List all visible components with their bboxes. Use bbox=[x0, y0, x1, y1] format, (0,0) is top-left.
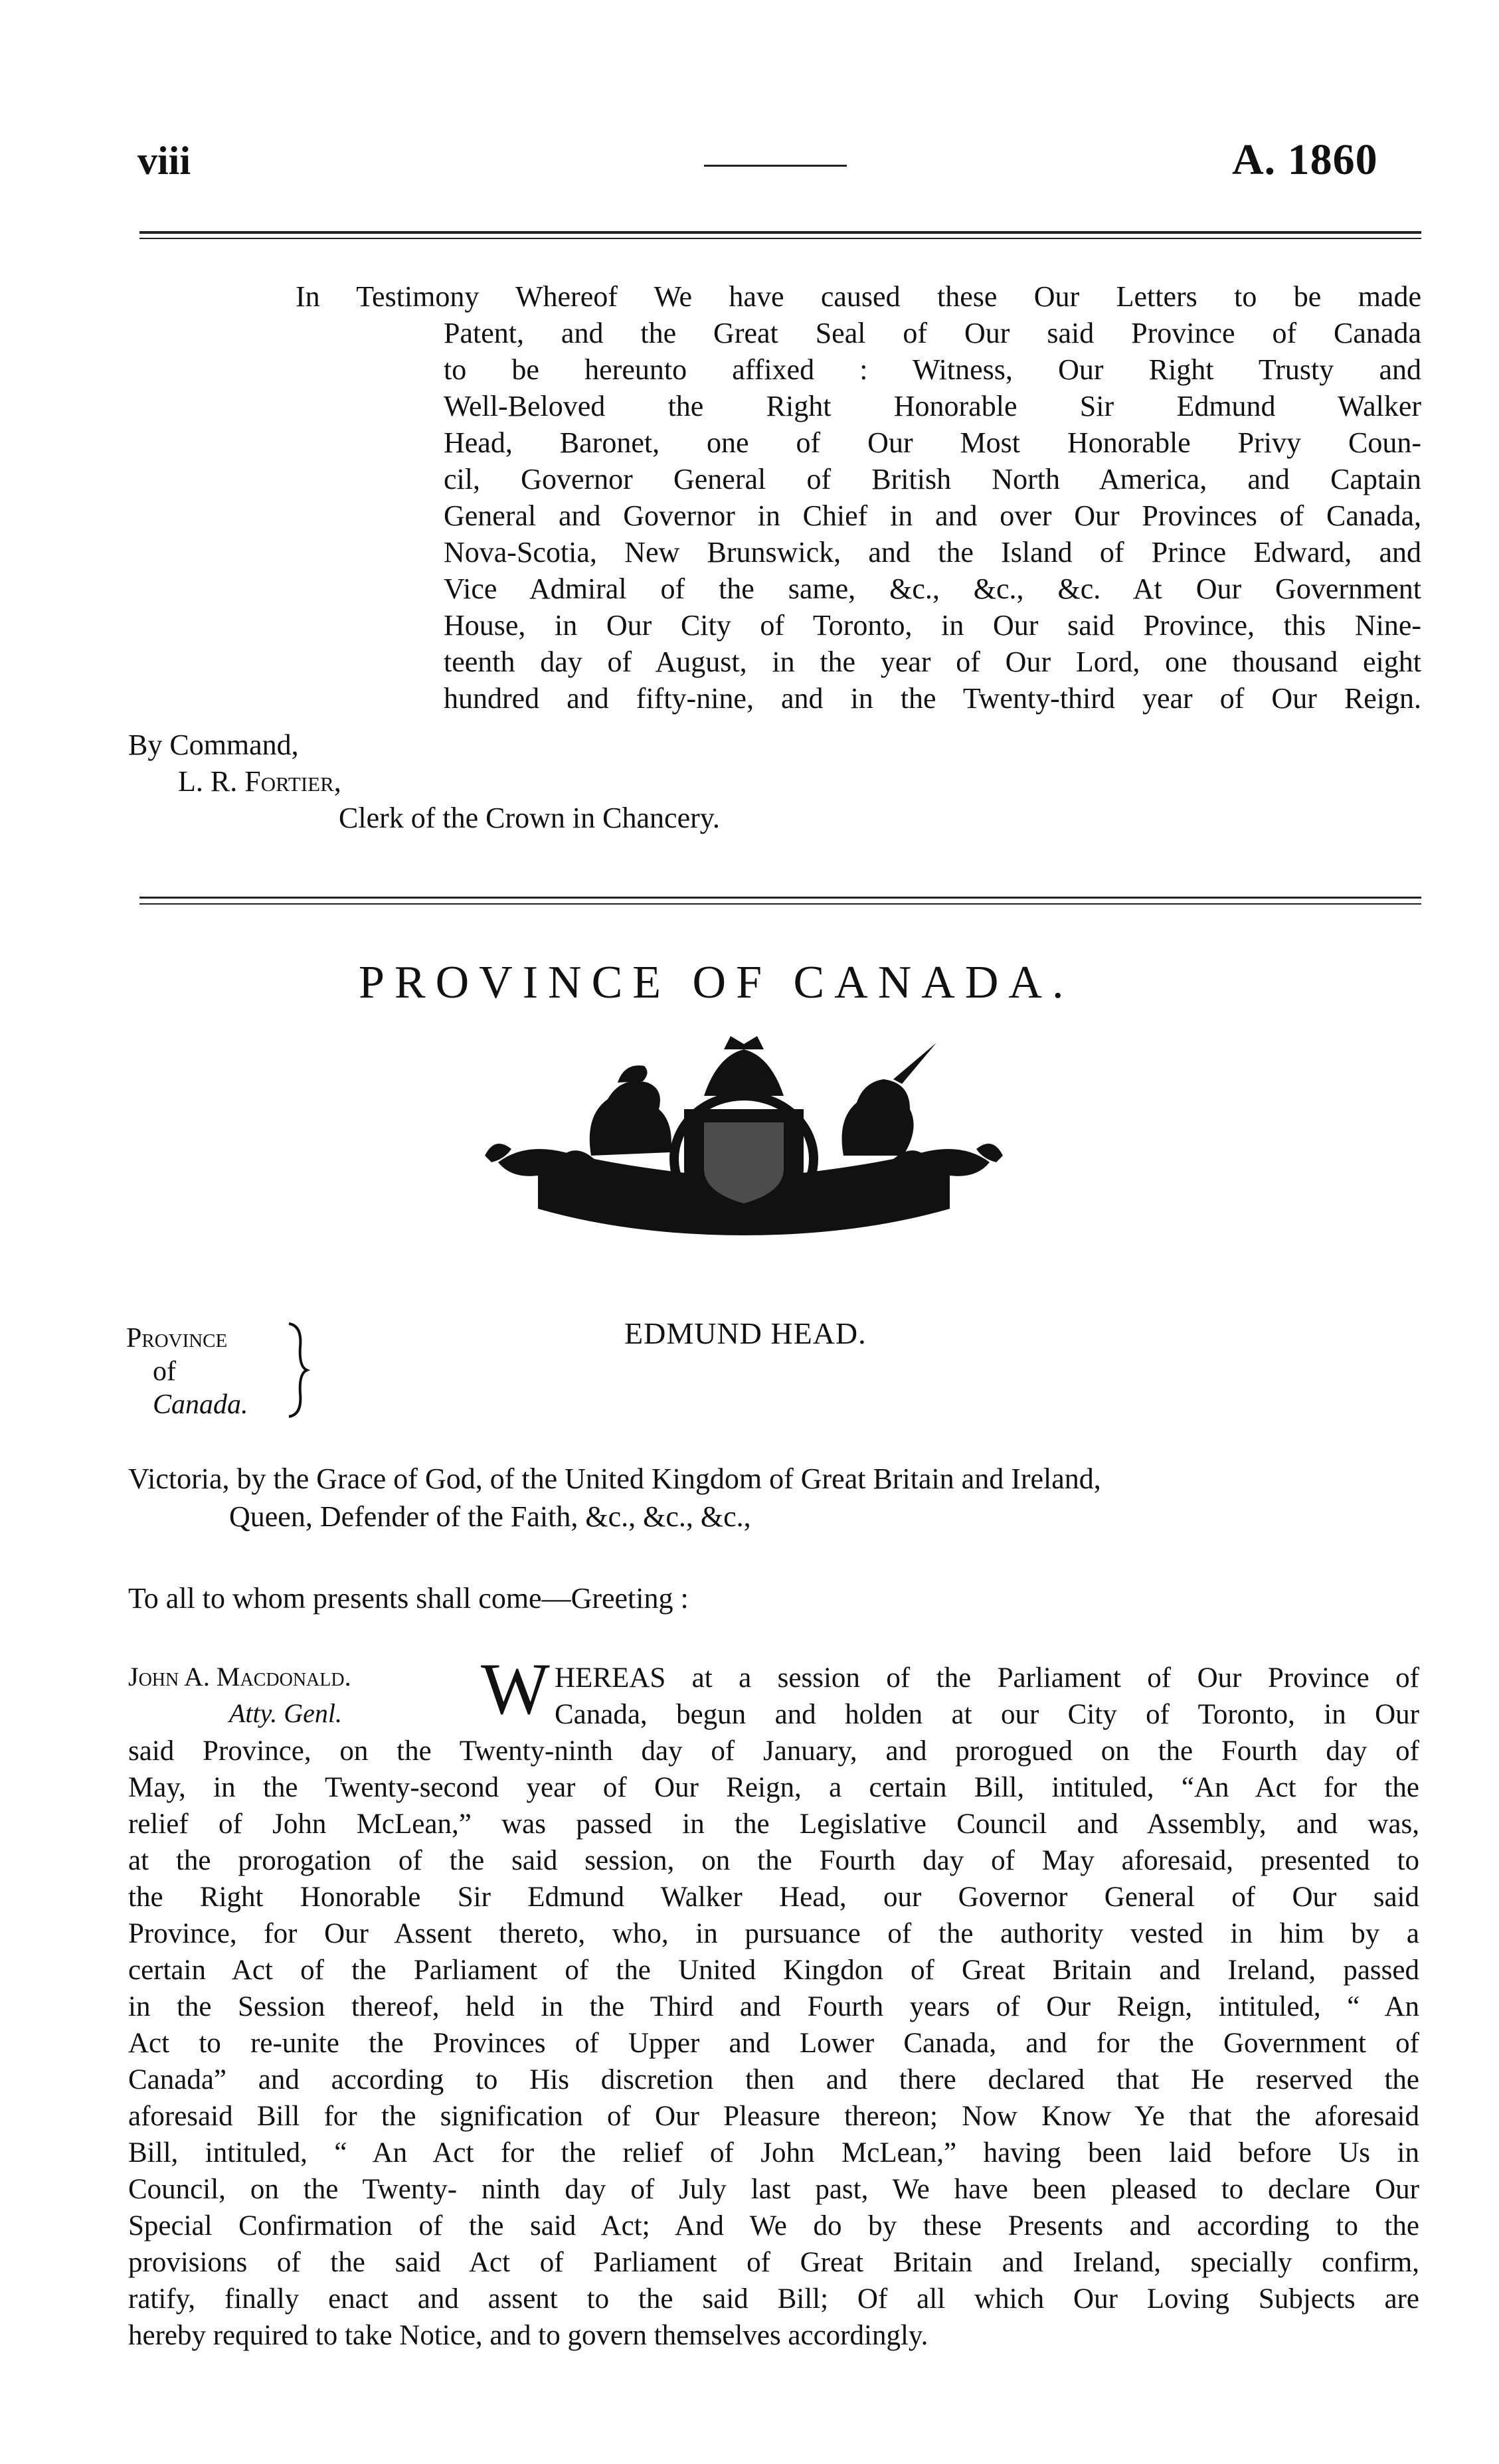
proclamation-line-2 bbox=[229, 1502, 751, 1532]
greeting: To all to whom presents shall come—Greeting : bbox=[128, 1582, 689, 1615]
testimony-line: to be hereunto affixed : Witness, Our Right Trusty and bbox=[444, 353, 1421, 386]
body-line: Bill, intituled, “ An Act for the relief of John McLean,” having been laid before Us in bbox=[128, 2137, 1419, 2168]
testimony-line: Well-Beloved the Right Honorable Sir Edmund Walker bbox=[444, 390, 1421, 422]
testimony-line: Head, Baronet, one of Our Most Honorable Privy Coun- bbox=[444, 426, 1421, 459]
royal-coat-of-arms-icon bbox=[485, 1036, 1003, 1288]
body-line: aforesaid Bill for the signification of Our Pleasure thereon; Now Know Ye that the aforesaid bbox=[128, 2101, 1419, 2132]
signatory-title: Clerk of the Crown in Chancery. bbox=[339, 802, 720, 834]
body-line: Canada” and according to His discretion then and there declared that He reserved the bbox=[128, 2064, 1419, 2095]
body-line: Province, for Our Assent thereto, who, in pursuance of the authority vested in him by a bbox=[128, 1918, 1419, 1949]
testimony-line: Nova-Scotia, New Brunswick, and the Island of Prince Edward, and bbox=[444, 536, 1421, 569]
mid-rule-thick bbox=[139, 897, 1421, 899]
body-line: provisions of the said Act of Parliament of Great Britain and Ireland, specially confirm, bbox=[128, 2247, 1419, 2278]
brace-icon bbox=[286, 1320, 312, 1423]
body-line: May, in the Twenty-second year of Our Reign, a certain Bill, intituled, “An Act for the bbox=[128, 1772, 1419, 1803]
body-line: the Right Honorable Sir Edmund Walker Head, our Governor General of Our said bbox=[128, 1882, 1419, 1913]
body-line: at the prorogation of the said session, on the Fourth day of May aforesaid, presented to bbox=[128, 1845, 1419, 1876]
body-line: Council, on the Twenty- ninth day of July last past, We have been pleased to declare Our bbox=[128, 2174, 1419, 2205]
body-line: Canada, begun and holden at our City of Toronto, in Our bbox=[555, 1699, 1419, 1730]
testimony-line: hundred and fifty-nine, and in the Twenty-third year of Our Reign. bbox=[444, 682, 1421, 715]
proclamation-text: Victoria, by the Grace of God, of the United Kingdom of Great Britain and Ireland, bbox=[128, 1462, 1101, 1495]
testimony-line: General and Governor in Chief in and over Our Provinces of Canada, bbox=[444, 499, 1421, 532]
header-rule-thin bbox=[139, 238, 1421, 239]
body-line: hereby required to take Notice, and to govern themselves accordingly. bbox=[128, 2320, 928, 2351]
testimony-line: Patent, and the Great Seal of Our said Province of Canada bbox=[444, 317, 1421, 349]
header-rule-thick bbox=[139, 231, 1421, 234]
body-line: Act to re-unite the Provinces of Upper and Lower Canada, and for the Government of bbox=[128, 2028, 1419, 2059]
testimony-line: In Testimony Whereof We have caused these Our Letters to be made bbox=[296, 280, 1421, 313]
marginal-of: of bbox=[153, 1356, 176, 1387]
governor-name: EDMUND HEAD. bbox=[624, 1316, 867, 1350]
body-line: ratify, finally enact and assent to the said Bill; Of all which Our Loving Subjects are bbox=[128, 2283, 1419, 2315]
body-line: in the Session thereof, held in the Third and Fourth years of Our Reign, intituled, “ An bbox=[128, 1991, 1419, 2022]
by-command: By Command, bbox=[128, 729, 299, 761]
testimony-line: cil, Governor General of British North America, and Captain bbox=[444, 463, 1421, 495]
province-title: PROVINCE OF CANADA. bbox=[359, 957, 1074, 1008]
marginal-province-label: Province bbox=[126, 1323, 228, 1354]
attorney-title: Atty. Genl. bbox=[229, 1698, 342, 1728]
signatory-name: L. R. Fortier, bbox=[178, 765, 341, 798]
body-line: Special Confirmation of the said Act; And We do by these Presents and according to the bbox=[128, 2210, 1419, 2242]
proclamation-text: Queen, Defender of the Faith, &c., &c., &c., bbox=[229, 1500, 751, 1533]
body-line: relief of John McLean,” was passed in the Legislative Council and Assembly, and was, bbox=[128, 1808, 1419, 1840]
header-dash bbox=[704, 165, 847, 167]
testimony-line: Vice Admiral of the same, &c., &c., &c. At Our Government bbox=[444, 572, 1421, 605]
page-number: viii bbox=[137, 139, 191, 183]
testimony-line: House, in Our City of Toronto, in Our said Province, this Nine- bbox=[444, 609, 1421, 642]
mid-rule-thin bbox=[139, 903, 1421, 905]
body-line: HEREAS at a session of the Parliament of Our Province of bbox=[555, 1662, 1419, 1694]
drop-cap: W bbox=[481, 1648, 550, 1729]
testimony-line: teenth day of August, in the year of Our Lord, one thousand eight bbox=[444, 646, 1421, 678]
header-year: A. 1860 bbox=[1232, 135, 1378, 184]
marginal-province bbox=[126, 1322, 248, 1421]
body-line: certain Act of the Parliament of the United Kingdon of Great Britain and Ireland, passed bbox=[128, 1955, 1419, 1986]
marginal-canada: Canada. bbox=[153, 1389, 248, 1420]
body-line: said Province, on the Twenty-ninth day of January, and prorogued on the Fourth day of bbox=[128, 1735, 1419, 1767]
attorney-name: John A. Macdonald. bbox=[128, 1662, 351, 1692]
proclamation-line-1 bbox=[128, 1464, 1101, 1494]
